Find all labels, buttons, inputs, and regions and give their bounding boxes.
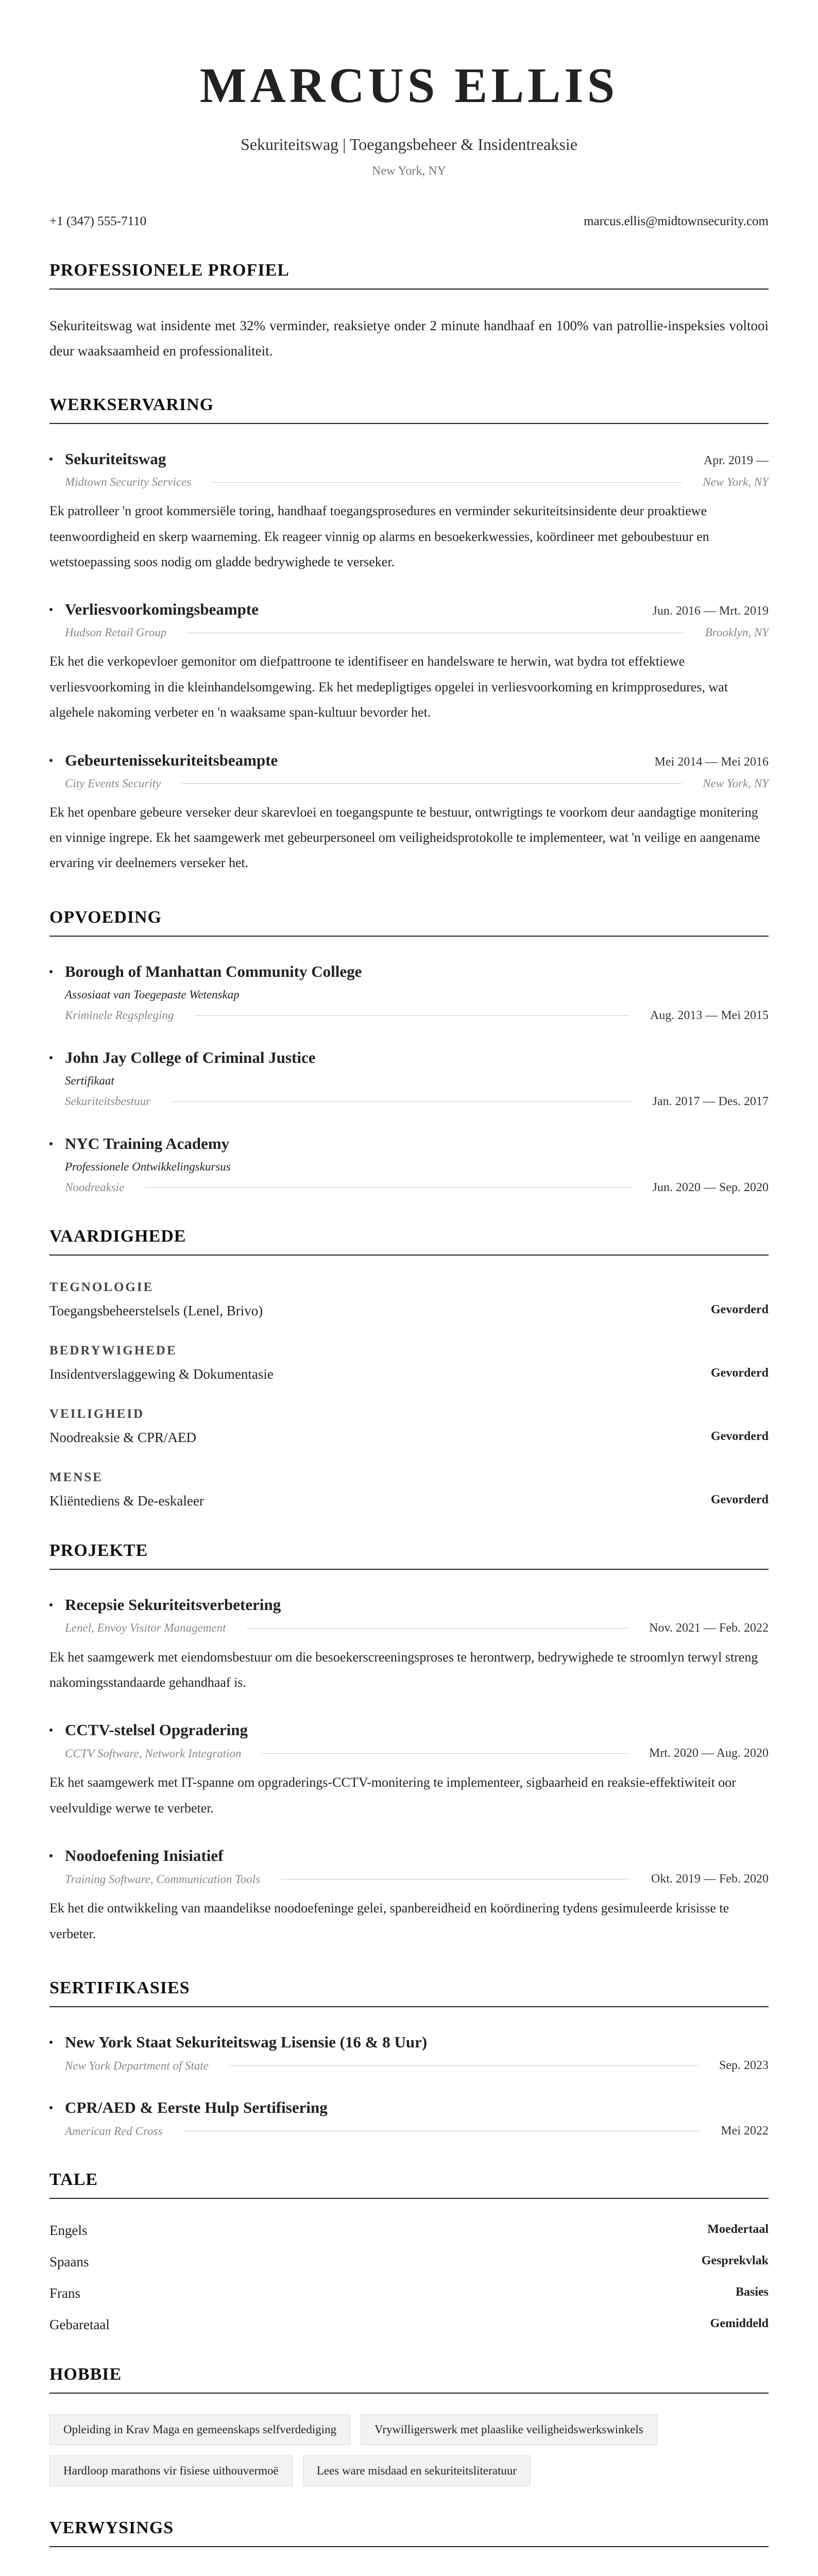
hobby-chip: Lees ware misdaad en sekuriteitsliteratuur (303, 2455, 531, 2486)
degree: Professionele Ontwikkelingskursus (65, 1160, 231, 1173)
project-entry (49, 1596, 769, 1696)
degree: Assosiaat van Toegepaste Wetenskap (65, 988, 240, 1001)
project-title: Noodoefening Inisiatief (49, 1846, 769, 1865)
skill-group (49, 1470, 769, 1509)
certification-entry (49, 2033, 769, 2073)
skill-category: MENSE (49, 1470, 103, 1484)
job-location: New York, NY (703, 476, 769, 489)
project-description: Ek het saamgewerk met eiendomsbestuur om die besoekerscreeningsproses te herontwerp, bedrywighede te stroomlyn terwyl streng nakomingsstandaarde gehandhaaf is. (49, 1649, 758, 1690)
language-row (49, 2285, 769, 2301)
language-level: Gemiddeld (710, 2317, 769, 2331)
skill-level: Gevorderd (711, 1302, 769, 1316)
language-row (49, 2223, 769, 2239)
language-name: Spaans (49, 2254, 89, 2270)
language-name: Gebaretaal (49, 2317, 110, 2333)
project-entry (49, 1846, 769, 1946)
phone: +1 (347) 555-7110 (49, 214, 147, 228)
language-name: Frans (49, 2285, 80, 2301)
project-date: Okt. 2019 — Feb. 2020 (651, 1872, 769, 1886)
profile-summary: Sekuriteitswag wat insidente met 32% verminder, reaksietye onder 2 minute handhaaf en 100% van patrollie-inspeksies voltooi deur waaksaamheid en professionaliteit. (49, 318, 769, 359)
school-name: Borough of Manhattan Community College (49, 962, 769, 981)
job-title: Verliesvoorkomingsbeampte (49, 600, 653, 619)
language-row (49, 2254, 769, 2270)
skill-category: TEGNOLOGIE (49, 1280, 154, 1294)
experience-entry (49, 450, 769, 574)
language-level: Gesprekvlak (701, 2254, 769, 2268)
email[interactable]: marcus.ellis@midtownsecurity.com (584, 214, 769, 228)
skill-level: Gevorderd (711, 1493, 769, 1506)
divider (262, 1753, 628, 1754)
divider (171, 1101, 632, 1102)
education-entry (49, 1134, 769, 1195)
skill-category: VEILIGHEID (49, 1406, 145, 1421)
divider (182, 783, 683, 784)
experience-entry (49, 751, 769, 876)
job-date: Mei 2014 — Mei 2016 (654, 755, 769, 769)
skill-level: Gevorderd (711, 1366, 769, 1380)
certification-issuer: New York Department of State (65, 2059, 209, 2072)
language-level: Moedertaal (707, 2223, 769, 2236)
profile-section (49, 261, 769, 363)
job-date: Jun. 2016 — Mrt. 2019 (652, 604, 769, 618)
references-section (49, 2518, 769, 2576)
certification-issuer: American Red Cross (65, 2124, 163, 2138)
language-name: Engels (49, 2223, 88, 2239)
education-date: Jan. 2017 — Des. 2017 (652, 1094, 769, 1108)
hobby-list (49, 2414, 769, 2486)
project-tools: Training Software, Communication Tools (65, 1872, 261, 1886)
project-tools: Lenel, Envoy Visitor Management (65, 1621, 226, 1635)
project-tools: CCTV Software, Network Integration (65, 1747, 242, 1760)
school-name: John Jay College of Criminal Justice (49, 1048, 769, 1067)
skill-name: Insidentverslaggewing & Dokumentasie (49, 1366, 274, 1382)
education-section (49, 908, 769, 1195)
section-title: OPVOEDING (49, 908, 769, 937)
divider (194, 1015, 629, 1016)
certification-date: Sep. 2023 (719, 2059, 769, 2073)
certification-entry (49, 2098, 769, 2138)
job-title: Sekuriteitswag (49, 450, 704, 468)
degree: Sertifikaat (65, 1074, 114, 1087)
school-name: NYC Training Academy (49, 1134, 769, 1153)
section-title: TALE (49, 2170, 769, 2199)
languages-section (49, 2170, 769, 2333)
project-description: Ek het saamgewerk met IT-spanne om opgraderings-CCTV-monitering te implementeer, sigbaarheid en reaksie-effektiwiteit oor veelvuldige werwe te verbeter. (49, 1775, 736, 1816)
certification-date: Mei 2022 (721, 2124, 769, 2138)
divider (212, 482, 682, 483)
experience-entry (49, 600, 769, 725)
language-row (49, 2317, 769, 2333)
projects-section (49, 1541, 769, 1946)
skill-group (49, 1280, 769, 1319)
education-entry (49, 962, 769, 1023)
hobbies-section (49, 2365, 769, 2486)
resume-header (49, 0, 769, 229)
job-description: Ek patrolleer 'n groot kommersiële toring, handhaaf toegangsprosedures en verminder sekuriteitsinsidente deur proaktiewe teenwoordigheid en skerp waarneming. Ek reageer vinnig op alarms en besoekerkwessies, koördineer met geboubestuur en wetstoepassing soos nodig om gladde bedrywighede te verseker. (49, 503, 709, 569)
contact-row (49, 214, 769, 229)
skill-level: Gevorderd (711, 1429, 769, 1443)
certifications-section (49, 1978, 769, 2138)
company: Midtown Security Services (65, 476, 192, 489)
field-of-study: Sekuriteitsbestuur (65, 1095, 151, 1108)
section-title: SERTIFIKASIES (49, 1978, 769, 2007)
project-entry (49, 1721, 769, 1821)
section-title: PROJEKTE (49, 1541, 769, 1570)
job-location: New York, NY (703, 776, 769, 790)
field-of-study: Kriminele Regspleging (65, 1009, 174, 1022)
certification-title: CPR/AED & Eerste Hulp Sertifisering (49, 2098, 769, 2117)
job-description: Ek het die verkopevloer gemonitor om diefpattroone te identifiseer en handelsware te herwin, wat bydra tot effektiewe verliesvoorkoming in die kleinhandelsomgewing. Ek het medepligtiges opgelei in verliesvoorkoming en krimpprosedures, wat algehele nakoming verbeter en 'n waaksame span-kultuur bevorder het. (49, 654, 728, 720)
job-date: Apr. 2019 — (704, 454, 769, 468)
job-location: Brooklyn, NY (705, 626, 769, 639)
location: New York, NY (371, 164, 446, 178)
education-date: Aug. 2013 — Mei 2015 (650, 1008, 769, 1022)
project-date: Nov. 2021 — Feb. 2022 (649, 1621, 769, 1635)
project-date: Mrt. 2020 — Aug. 2020 (649, 1747, 769, 1760)
education-date: Jun. 2020 — Sep. 2020 (652, 1180, 769, 1194)
certification-title: New York Staat Sekuriteitswag Lisensie (16 & 8 Uur) (49, 2033, 769, 2052)
skill-group (49, 1407, 769, 1446)
skill-name: Kliëntediens & De-eskaleer (49, 1493, 204, 1509)
hobby-chip: Opleiding in Krav Maga en gemeenskaps selfverdediging (49, 2414, 350, 2445)
section-title: PROFESSIONELE PROFIEL (49, 261, 769, 290)
headline: Sekuriteitswag | Toegangsbeheer & Insidentreaksie (240, 135, 578, 154)
hobby-chip: Hardloop marathons vir fisiese uithouvermoë (49, 2455, 293, 2486)
job-description: Ek het openbare gebeure verseker deur skarevloei en toegangspunte te bestuur, ontwrigtings te voorkom deur aandagtige monitering en vinnige ingrepe. Ek het saamgewerk met gebeurpersoneel om veiligheidsprotokolle te implementeer, wat 'n veilige en aangename ervaring vir deelnemers verseker het. (49, 804, 760, 871)
skill-category: BEDRYWIGHEDE (49, 1343, 177, 1358)
skill-name: Toegangsbeheerstelsels (Lenel, Brivo) (49, 1302, 263, 1318)
section-title: WERKSERVARING (49, 395, 769, 424)
divider (247, 1628, 629, 1629)
experience-section (49, 395, 769, 876)
section-title: VERWYSINGS (49, 2518, 769, 2547)
company: Hudson Retail Group (65, 626, 167, 639)
skill-group (49, 1344, 769, 1382)
divider (229, 2065, 698, 2066)
project-title: CCTV-stelsel Opgradering (49, 1721, 769, 1739)
section-title: VAARDIGHEDE (49, 1227, 769, 1256)
job-title: Gebeurtenissekuriteitsbeampte (49, 751, 655, 770)
education-entry (49, 1048, 769, 1109)
skills-section (49, 1227, 769, 1509)
candidate-name: MARCUS ELLIS (199, 58, 619, 113)
language-level: Basies (735, 2285, 769, 2299)
project-description: Ek het die ontwikkeling van maandelikse noodoefeninge gelei, spanbereidheid en koördinering tydens gesimuleerde krisisse te verbeter. (49, 1901, 729, 1941)
skill-name: Noodreaksie & CPR/AED (49, 1429, 196, 1445)
hobby-chip: Vrywilligerswerk met plaaslike veiligheidswerkswinkels (361, 2414, 657, 2445)
field-of-study: Noodreaksie (65, 1181, 125, 1194)
language-list (49, 2223, 769, 2333)
company: City Events Security (65, 776, 161, 790)
project-title: Recepsie Sekuriteitsverbetering (49, 1596, 769, 1614)
section-title: HOBBIE (49, 2365, 769, 2394)
